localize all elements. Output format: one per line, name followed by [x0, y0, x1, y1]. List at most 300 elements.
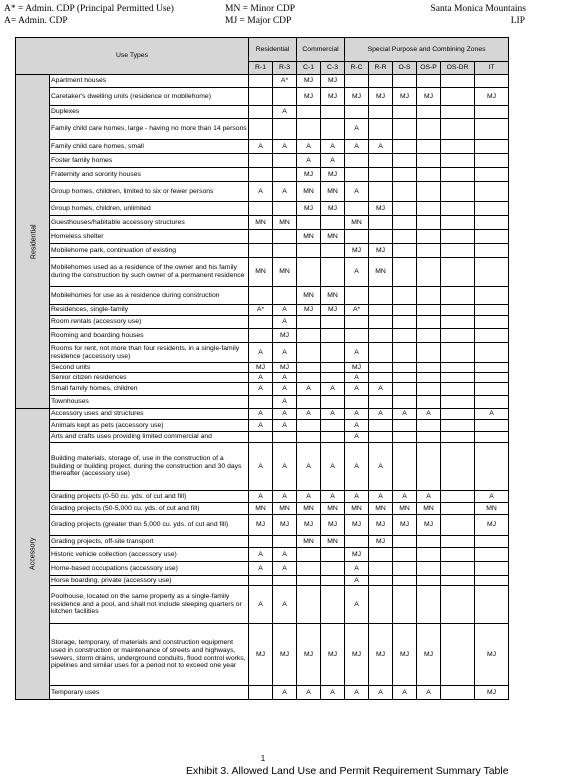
- table-row: [16, 432, 509, 443]
- permit-cell-r-r: [369, 305, 393, 316]
- permit-cell-it: [475, 316, 509, 329]
- permit-cell-r-c: A: [345, 182, 369, 202]
- table-row: [16, 343, 509, 363]
- use-type-cell: Duplexes: [50, 106, 249, 119]
- permit-cell-r-r: [369, 168, 393, 182]
- permit-cell-r-3: [273, 202, 297, 216]
- use-type-cell: Fraternity and sorority houses: [50, 168, 249, 182]
- use-types-header: Use Types: [16, 38, 249, 75]
- permit-cell-o-s: [393, 536, 417, 548]
- permit-cell-o-s: A: [393, 409, 417, 420]
- use-type-cell: Group homes, children, unlimited: [50, 202, 249, 216]
- permit-cell-o-s: [393, 316, 417, 329]
- permit-cell-o-s: [393, 154, 417, 168]
- section-label-text: Accessory: [29, 537, 37, 571]
- permit-cell-r-r: [369, 548, 393, 562]
- permit-cell-os-dr: [441, 515, 475, 536]
- permit-cell-o-s: [393, 305, 417, 316]
- permit-cell-c-1: MJ: [297, 75, 321, 88]
- permit-cell-r-3: [273, 287, 297, 305]
- permit-cell-os-dr: [441, 624, 475, 686]
- document-name: Santa Monica Mountains: [430, 4, 526, 14]
- use-type-cell: Mobilehomes used as a residence of the owner and his family during the construction by such owner of a permanent residence: [50, 258, 249, 287]
- table-row: [16, 329, 509, 343]
- permit-cell-r-3: A: [273, 420, 297, 432]
- permit-cell-r-1: A: [249, 383, 273, 396]
- permit-cell-os-dr: [441, 287, 475, 305]
- permit-cell-r-r: [369, 432, 393, 443]
- permit-cell-r-3: A: [273, 562, 297, 576]
- permit-cell-it: [475, 202, 509, 216]
- table-row: [16, 396, 509, 409]
- permit-cell-os-dr: [441, 140, 475, 154]
- permit-cell-c-1: [297, 119, 321, 140]
- permit-cell-r-1: MJ: [249, 624, 273, 686]
- permit-cell-os-p: [417, 443, 441, 491]
- table-row: [16, 383, 509, 396]
- permit-cell-it: MJ: [475, 88, 509, 106]
- permit-cell-os-p: [417, 287, 441, 305]
- table-row: [16, 503, 509, 515]
- permit-cell-os-dr: [441, 329, 475, 343]
- permit-cell-c-1: A: [297, 140, 321, 154]
- exhibit-title: Exhibit 3. Allowed Land Use and Permit Requirement Summary Table: [186, 765, 509, 777]
- permit-cell-c-3: [321, 106, 345, 119]
- use-type-cell: Grading projects, off-site transport: [50, 536, 249, 548]
- permit-cell-it: [475, 168, 509, 182]
- permit-cell-r-1: A: [249, 443, 273, 491]
- permit-cell-os-p: [417, 230, 441, 244]
- use-type-cell: Group homes, children, limited to six or fewer persons: [50, 182, 249, 202]
- section-label-residential: [16, 75, 50, 409]
- permit-cell-it: MJ: [475, 624, 509, 686]
- permit-cell-r-r: [369, 230, 393, 244]
- use-type-cell: Historic vehicle collection (accessory use): [50, 548, 249, 562]
- permit-cell-c-3: A: [321, 140, 345, 154]
- permit-cell-r-3: [273, 536, 297, 548]
- permit-cell-c-3: MJ: [321, 88, 345, 106]
- permit-cell-os-p: [417, 182, 441, 202]
- permit-cell-c-1: [297, 548, 321, 562]
- permit-cell-c-1: MJ: [297, 624, 321, 686]
- permit-cell-os-p: [417, 373, 441, 383]
- permit-cell-it: [475, 75, 509, 88]
- permit-cell-c-1: [297, 244, 321, 258]
- permit-cell-o-s: MJ: [393, 624, 417, 686]
- permit-cell-r-1: [249, 88, 273, 106]
- permit-cell-it: [475, 140, 509, 154]
- use-type-cell: Building materials, storage of, use in the construction of a building or building project, during the construction and 30 days thereafter (accessory use): [50, 443, 249, 491]
- permit-cell-o-s: [393, 383, 417, 396]
- table-row: [16, 154, 509, 168]
- permit-cell-r-1: A: [249, 373, 273, 383]
- permit-cell-r-c: A: [345, 140, 369, 154]
- permit-cell-r-c: A: [345, 373, 369, 383]
- permit-cell-it: [475, 119, 509, 140]
- use-type-cell: Temporary uses: [50, 686, 249, 700]
- permit-cell-c-3: [321, 363, 345, 373]
- permit-cell-c-3: [321, 373, 345, 383]
- permit-cell-r-3: MJ: [273, 329, 297, 343]
- permit-cell-o-s: [393, 244, 417, 258]
- permit-cell-os-dr: [441, 88, 475, 106]
- table-row: [16, 106, 509, 119]
- permit-cell-os-p: [417, 316, 441, 329]
- permit-cell-o-s: [393, 202, 417, 216]
- permit-cell-r-3: A: [273, 140, 297, 154]
- permit-cell-os-p: [417, 576, 441, 586]
- permit-cell-c-1: [297, 363, 321, 373]
- permit-cell-o-s: [393, 106, 417, 119]
- permit-cell-r-3: A: [273, 443, 297, 491]
- zone-header-os-dr: OS-DR: [441, 62, 475, 75]
- use-type-cell: Rooms for rent, not more than four residents, in a single-family residence (accessory use): [50, 343, 249, 363]
- permit-cell-os-p: A: [417, 491, 441, 503]
- permit-cell-o-s: [393, 75, 417, 88]
- permit-cell-r-3: A: [273, 548, 297, 562]
- permit-cell-c-3: A: [321, 686, 345, 700]
- permit-cell-r-3: A: [273, 305, 297, 316]
- permit-cell-c-1: A: [297, 409, 321, 420]
- permit-cell-os-dr: [441, 443, 475, 491]
- permit-cell-it: [475, 383, 509, 396]
- use-type-cell: Rooming and boarding houses: [50, 329, 249, 343]
- permit-cell-c-3: MN: [321, 536, 345, 548]
- permit-cell-r-3: A: [273, 409, 297, 420]
- permit-cell-r-1: MN: [249, 503, 273, 515]
- permit-cell-c-1: [297, 343, 321, 363]
- permit-cell-r-c: A*: [345, 305, 369, 316]
- permit-cell-it: [475, 536, 509, 548]
- permit-cell-os-dr: [441, 244, 475, 258]
- permit-cell-r-3: [273, 576, 297, 586]
- permit-cell-it: [475, 373, 509, 383]
- zone-header-r-c: R-C: [345, 62, 369, 75]
- permit-cell-os-p: [417, 432, 441, 443]
- table-row: [16, 316, 509, 329]
- table-row: [16, 168, 509, 182]
- permit-cell-r-r: [369, 216, 393, 230]
- permit-cell-r-3: A*: [273, 75, 297, 88]
- permit-cell-o-s: [393, 576, 417, 586]
- permit-cell-o-s: [393, 258, 417, 287]
- permit-cell-r-3: [273, 88, 297, 106]
- permit-cell-it: [475, 329, 509, 343]
- permit-cell-os-dr: [441, 409, 475, 420]
- permit-cell-r-3: [273, 119, 297, 140]
- permit-cell-o-s: [393, 343, 417, 363]
- permit-cell-r-c: [345, 316, 369, 329]
- permit-cell-it: [475, 443, 509, 491]
- permit-cell-os-dr: [441, 548, 475, 562]
- permit-cell-os-p: [417, 106, 441, 119]
- permit-cell-r-3: A: [273, 396, 297, 409]
- permit-cell-it: [475, 182, 509, 202]
- permit-cell-c-1: [297, 562, 321, 576]
- permit-cell-c-1: A: [297, 154, 321, 168]
- permit-cell-it: [475, 343, 509, 363]
- permit-cell-os-p: A: [417, 686, 441, 700]
- permit-cell-r-c: A: [345, 562, 369, 576]
- table-row: [16, 140, 509, 154]
- permit-cell-r-1: [249, 686, 273, 700]
- permit-cell-r-c: [345, 154, 369, 168]
- permit-cell-os-p: MJ: [417, 515, 441, 536]
- permit-cell-os-dr: [441, 491, 475, 503]
- permit-cell-c-1: [297, 432, 321, 443]
- permit-cell-r-3: A: [273, 491, 297, 503]
- permit-cell-r-c: [345, 287, 369, 305]
- permit-cell-os-dr: [441, 373, 475, 383]
- table-row: [16, 491, 509, 503]
- permit-cell-r-3: MJ: [273, 624, 297, 686]
- permit-cell-r-c: [345, 202, 369, 216]
- permit-cell-o-s: [393, 140, 417, 154]
- permit-cell-r-1: A: [249, 343, 273, 363]
- permit-cell-r-r: [369, 576, 393, 586]
- permit-cell-r-c: MJ: [345, 363, 369, 373]
- permit-cell-c-3: [321, 576, 345, 586]
- permit-cell-o-s: [393, 586, 417, 624]
- permit-cell-r-r: MJ: [369, 244, 393, 258]
- permit-cell-c-1: MJ: [297, 202, 321, 216]
- permit-cell-it: [475, 287, 509, 305]
- permit-cell-os-dr: [441, 202, 475, 216]
- table-row: [16, 258, 509, 287]
- permit-cell-os-dr: [441, 106, 475, 119]
- table-row: [16, 624, 509, 686]
- permit-cell-os-p: [417, 536, 441, 548]
- permit-cell-c-1: [297, 420, 321, 432]
- table-row: [16, 586, 509, 624]
- permit-cell-r-1: [249, 168, 273, 182]
- legend-mj: MJ = Major CDP: [225, 16, 292, 26]
- permit-cell-os-dr: [441, 686, 475, 700]
- permit-cell-r-r: [369, 373, 393, 383]
- permit-cell-r-r: A: [369, 409, 393, 420]
- permit-cell-c-3: A: [321, 409, 345, 420]
- permit-cell-r-3: MN: [273, 503, 297, 515]
- permit-cell-c-3: [321, 586, 345, 624]
- permit-cell-c-3: [321, 396, 345, 409]
- use-type-cell: Family child care homes, large - having no more than 14 persons: [50, 119, 249, 140]
- permit-cell-r-1: A: [249, 420, 273, 432]
- table-row: [16, 75, 509, 88]
- permit-cell-r-r: MN: [369, 258, 393, 287]
- permit-cell-r-1: A*: [249, 305, 273, 316]
- permit-cell-r-3: [273, 154, 297, 168]
- use-type-cell: Guesthouses/habitable accessory structures: [50, 216, 249, 230]
- permit-cell-c-1: A: [297, 686, 321, 700]
- permit-cell-c-1: MN: [297, 230, 321, 244]
- permit-cell-os-p: [417, 119, 441, 140]
- permit-cell-os-p: [417, 202, 441, 216]
- permit-cell-c-1: [297, 216, 321, 230]
- permit-cell-r-3: A: [273, 106, 297, 119]
- permit-cell-r-r: A: [369, 140, 393, 154]
- permit-cell-os-p: [417, 363, 441, 373]
- permit-cell-os-dr: [441, 343, 475, 363]
- legend-mn: MN = Minor CDP: [225, 4, 296, 14]
- permit-cell-os-dr: [441, 230, 475, 244]
- permit-cell-it: [475, 230, 509, 244]
- table-row: [16, 443, 509, 491]
- table-row: [16, 88, 509, 106]
- permit-cell-it: [475, 548, 509, 562]
- table-row: [16, 686, 509, 700]
- permit-cell-r-c: [345, 230, 369, 244]
- permit-cell-r-r: A: [369, 443, 393, 491]
- permit-cell-c-1: [297, 316, 321, 329]
- permit-cell-os-p: [417, 562, 441, 576]
- permit-cell-it: MJ: [475, 515, 509, 536]
- permit-cell-os-p: [417, 216, 441, 230]
- legend-a-star: A* = Admin. CDP (Principal Permitted Use): [4, 4, 174, 14]
- permit-cell-r-r: MJ: [369, 88, 393, 106]
- permit-cell-os-p: [417, 343, 441, 363]
- permit-cell-r-3: [273, 230, 297, 244]
- section-label-text: Residential: [30, 224, 38, 259]
- table-row: [16, 420, 509, 432]
- permit-cell-os-dr: [441, 383, 475, 396]
- permit-cell-c-3: MJ: [321, 624, 345, 686]
- permit-cell-it: [475, 244, 509, 258]
- permit-cell-c-3: MN: [321, 182, 345, 202]
- permit-cell-o-s: [393, 329, 417, 343]
- use-type-cell: Storage, temporary, of materials and construction equipment used in construction or maintenance of streets and highways, sewers, storm drains, underground conduits, flood control works, pipelines and similar uses for a period not to exceed one year: [50, 624, 249, 686]
- permit-cell-r-c: MJ: [345, 548, 369, 562]
- permit-cell-c-1: A: [297, 443, 321, 491]
- table-row: [16, 202, 509, 216]
- permit-cell-r-r: A: [369, 686, 393, 700]
- permit-cell-c-3: A: [321, 443, 345, 491]
- permit-cell-r-1: A: [249, 182, 273, 202]
- permit-cell-r-3: [273, 168, 297, 182]
- permit-cell-r-1: A: [249, 562, 273, 576]
- permit-cell-r-c: MJ: [345, 244, 369, 258]
- permit-cell-r-1: [249, 287, 273, 305]
- table-row: [16, 562, 509, 576]
- permit-cell-os-dr: [441, 316, 475, 329]
- permit-cell-r-c: A: [345, 343, 369, 363]
- permit-cell-it: [475, 258, 509, 287]
- use-type-cell: Horse boarding, private (accessory use): [50, 576, 249, 586]
- permit-cell-it: A: [475, 491, 509, 503]
- permit-cell-it: MN: [475, 503, 509, 515]
- permit-cell-r-r: [369, 106, 393, 119]
- permit-cell-os-dr: [441, 536, 475, 548]
- permit-cell-r-3: A: [273, 373, 297, 383]
- permit-cell-r-c: MJ: [345, 515, 369, 536]
- zone-header-c-3: C-3: [321, 62, 345, 75]
- zone-header-r-3: R-3: [273, 62, 297, 75]
- permit-cell-it: [475, 586, 509, 624]
- permit-cell-os-p: [417, 258, 441, 287]
- permit-cell-c-3: [321, 343, 345, 363]
- permit-cell-r-3: MJ: [273, 363, 297, 373]
- permit-cell-os-p: [417, 140, 441, 154]
- permit-cell-os-dr: [441, 576, 475, 586]
- permit-cell-it: [475, 106, 509, 119]
- permit-cell-c-1: [297, 576, 321, 586]
- table-row: [16, 119, 509, 140]
- permit-cell-r-c: [345, 168, 369, 182]
- legend-a: A= Admin. CDP: [4, 16, 68, 26]
- permit-cell-r-1: MJ: [249, 363, 273, 373]
- permit-cell-r-c: A: [345, 686, 369, 700]
- permit-cell-c-1: MJ: [297, 168, 321, 182]
- permit-cell-r-r: [369, 562, 393, 576]
- permit-cell-r-c: A: [345, 383, 369, 396]
- table-row: [16, 548, 509, 562]
- use-type-cell: Foster family homes: [50, 154, 249, 168]
- use-type-cell: Arts and crafts uses providing limited commercial and: [50, 432, 249, 443]
- permit-cell-r-r: [369, 396, 393, 409]
- permit-cell-it: [475, 432, 509, 443]
- permit-cell-it: [475, 305, 509, 316]
- permit-cell-os-p: [417, 548, 441, 562]
- permit-cell-r-r: [369, 287, 393, 305]
- permit-cell-os-p: [417, 305, 441, 316]
- permit-cell-os-dr: [441, 420, 475, 432]
- permit-cell-r-1: [249, 154, 273, 168]
- permit-cell-r-1: A: [249, 409, 273, 420]
- permit-cell-c-1: [297, 329, 321, 343]
- permit-cell-o-s: [393, 168, 417, 182]
- use-type-cell: Room rentals (accessory use): [50, 316, 249, 329]
- permit-cell-r-r: [369, 119, 393, 140]
- permit-cell-c-3: MJ: [321, 168, 345, 182]
- permit-cell-r-r: A: [369, 383, 393, 396]
- permit-cell-c-1: [297, 106, 321, 119]
- permit-cell-os-p: [417, 383, 441, 396]
- permit-cell-c-3: A: [321, 383, 345, 396]
- permit-cell-os-p: [417, 329, 441, 343]
- permit-cell-os-dr: [441, 154, 475, 168]
- permit-cell-o-s: [393, 119, 417, 140]
- permit-cell-c-1: MJ: [297, 88, 321, 106]
- use-type-cell: Senior citizen residences: [50, 373, 249, 383]
- permit-cell-o-s: [393, 230, 417, 244]
- permit-cell-r-r: [369, 75, 393, 88]
- permit-cell-os-dr: [441, 503, 475, 515]
- permit-cell-r-c: [345, 75, 369, 88]
- permit-cell-c-1: [297, 586, 321, 624]
- permit-cell-c-3: [321, 562, 345, 576]
- group-header-commercial: Commercial: [297, 38, 345, 62]
- permit-cell-os-dr: [441, 586, 475, 624]
- permit-cell-r-1: A: [249, 140, 273, 154]
- table-row: [16, 409, 509, 420]
- permit-cell-os-dr: [441, 168, 475, 182]
- use-type-cell: Small family homes, children: [50, 383, 249, 396]
- permit-cell-o-s: MJ: [393, 515, 417, 536]
- permit-cell-it: [475, 576, 509, 586]
- permit-cell-r-3: MN: [273, 216, 297, 230]
- permit-cell-r-1: [249, 202, 273, 216]
- permit-cell-os-p: [417, 420, 441, 432]
- use-type-cell: Townhouses: [50, 396, 249, 409]
- group-header-residential: Residential: [249, 38, 297, 62]
- permit-cell-r-3: [273, 432, 297, 443]
- permit-cell-r-3: MN: [273, 258, 297, 287]
- permit-cell-os-p: MN: [417, 503, 441, 515]
- permit-cell-c-3: MN: [321, 503, 345, 515]
- permit-cell-r-1: A: [249, 548, 273, 562]
- use-type-cell: Poolhouse, located on the same property as a single-family residence and a pool, and shall not include sleeping quarters or kitchen facilities: [50, 586, 249, 624]
- permit-cell-r-c: A: [345, 432, 369, 443]
- permit-cell-r-r: MJ: [369, 536, 393, 548]
